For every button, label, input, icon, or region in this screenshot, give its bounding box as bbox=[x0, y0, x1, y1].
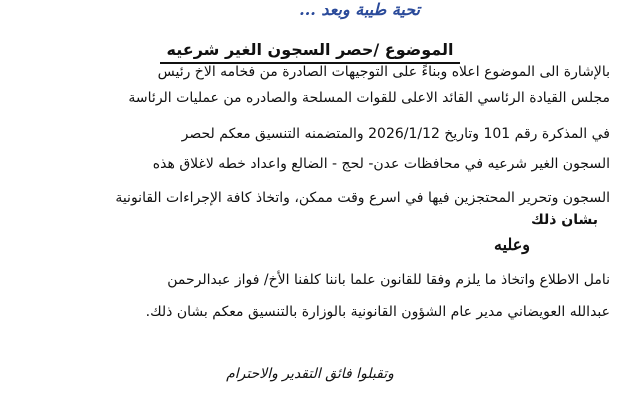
paragraph1-line-2: مجلس القيادة الرئاسي القائد الاعلى للقوات المسلحة والصادره من عمليات الرئاسة bbox=[128, 90, 610, 106]
greeting: تحية طيبة وبعد ... bbox=[299, 0, 420, 19]
paragraph1-line-1: بالإشارة الى الموضوع اعلاه وبناءً على التوجيهات الصادرة من فخامه الاخ رئيس bbox=[157, 64, 610, 80]
paragraph2-line-2: عبدالله العويضاني مدير عام الشؤون القانونية بالوزارة بالتنسيق معكم بشان ذلك. bbox=[145, 304, 610, 320]
paragraph1-line-4: السجون الغير شرعيه في محافظات عدن- لحج - الضالع واعداد خطه لاغلاق هذه bbox=[152, 156, 610, 172]
paragraph1-line-3: في المذكرة رقم 101 وتاريخ 2026/1/12 والمتضمنه التنسيق معكم لحصر bbox=[181, 126, 610, 142]
subject-heading: الموضوع /حصر السجون الغير شرعيه bbox=[166, 40, 454, 59]
paragraph2-line-1: نامل الاطلاع واتخاذ ما يلزم وفقا للقانون علما باننا كلفنا الأخ/ فواز عبدالرحمن bbox=[167, 272, 610, 288]
paragraph1-line-6: بشان ذلك bbox=[530, 212, 598, 228]
closing-word: وعليه bbox=[494, 235, 530, 254]
paragraph1-line-5: السجون وتحرير المحتجزين فيها في اسرع وقت ممكن، واتخاذ كافة الإجراءات القانونية bbox=[115, 190, 610, 206]
regards-line: وتقبلوا فائق التقدير والاحترام bbox=[226, 366, 394, 382]
